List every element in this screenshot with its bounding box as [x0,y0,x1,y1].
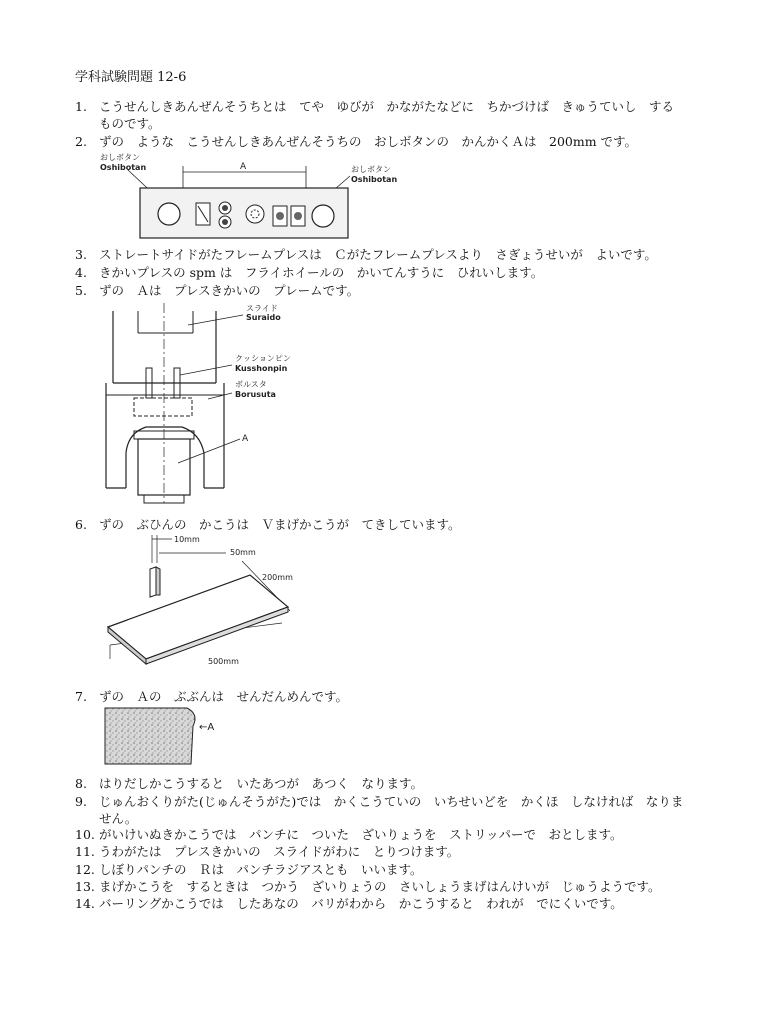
question-3 [75,246,700,263]
question-number: 13. [75,879,95,894]
label-kusshonpin: Kusshonpin [235,364,288,373]
dim-200mm: 200mm [262,573,293,582]
question-text: ずの ぶひんの かこうは Ｖまげかこうが てきしています。 [99,517,461,532]
dimension-a-label: A [240,162,247,172]
question-4 [75,264,700,281]
label-a: A [242,434,249,444]
question-1 [75,98,700,132]
question-number: 6. [75,517,87,532]
question-9 [75,793,700,827]
figure-sheared-edge [103,706,243,768]
question-text: ずの Ａの ぶぶんは せんだんめんです。 [99,689,349,704]
label-oshibotan-kana-right: おしボタン [351,165,391,174]
label-borusuta: Borusuta [235,390,276,399]
question-number: 5. [75,283,87,298]
label-suraido: Suraido [246,313,281,322]
figure-light-curtain-panel [98,150,418,240]
label-kusshonpin-kana: クッションピン [235,354,291,363]
label-suraido-kana: スライド [246,304,278,313]
question-text: はりだしかこうすると いたあつが あつく なります。 [99,776,424,791]
dim-500mm: 500mm [208,657,239,666]
question-11 [75,843,700,860]
question-text: まげかこうを するときは つかう ざいりょうの さいしょうまげはんけいが じゅうようです。 [99,879,661,894]
question-number: 11. [75,844,95,859]
question-text: じゅんおくりがた(じゅんそうがた)では かくこうていの いちせいどを かくほ しなければ なりま せん。 [99,794,684,826]
question-14 [75,895,700,912]
question-number: 3. [75,247,87,262]
question-2 [75,133,700,150]
question-number: 10. [75,827,95,842]
question-text: しぼりパンチの Ｒは パンチラジアスとも いいます。 [99,862,423,877]
question-text: ずの Ａは プレスきかいの プレームです。 [99,283,360,298]
question-number: 9. [75,794,87,809]
question-number: 4. [75,265,87,280]
figure-bent-part [100,533,300,673]
label-oshibotan-kana-left: おしボタン [100,153,140,162]
question-text: きかいプレスの spm は フライホイールの かいてんすうに ひれいします。 [99,265,544,280]
question-7 [75,688,700,705]
figure-press-frame [98,303,338,508]
question-6 [75,516,700,533]
question-5 [75,282,700,299]
label-oshibotan-right: Oshibotan [351,175,398,184]
question-number: 1. [75,99,87,114]
question-10 [75,826,700,843]
question-13 [75,878,700,895]
question-number: 8. [75,776,87,791]
page-title: 学科試験問題 12-6 [75,70,187,85]
dim-10mm: 10mm [174,535,200,544]
question-number: 12. [75,862,95,877]
question-text: ずの ような こうせんしきあんぜんそうちの おしボタンの かんかくＡは 200mm です。 [99,134,638,149]
question-text: ストレートサイドがたフレームプレスは Ｃがたフレームプレスより さぎょうせいが よいです。 [99,247,657,262]
question-number: 14. [75,896,95,911]
question-number: 7. [75,689,87,704]
label-a-arrow: ←A [199,722,215,733]
question-number: 2. [75,134,87,149]
question-8 [75,775,700,792]
question-text: うわがたは プレスきかいの スライドがわに とりつけます。 [99,844,460,859]
question-text: こうせんしきあんぜんそうちとは てや ゆびが かながたなどに ちかづけば きゅうていし する ものです。 [99,99,675,131]
dim-50mm: 50mm [230,548,256,557]
question-12 [75,861,700,878]
question-text: バーリングかこうでは したあなの バリがわから かこうすると われが でにくいです。 [99,896,623,911]
question-text: がいけいぬきかこうでは パンチに ついた ざいりょうを ストリッパーで おとします。 [99,827,623,842]
label-borusuta-kana: ボルスタ [235,380,267,389]
label-oshibotan-left: Oshibotan [100,163,147,172]
